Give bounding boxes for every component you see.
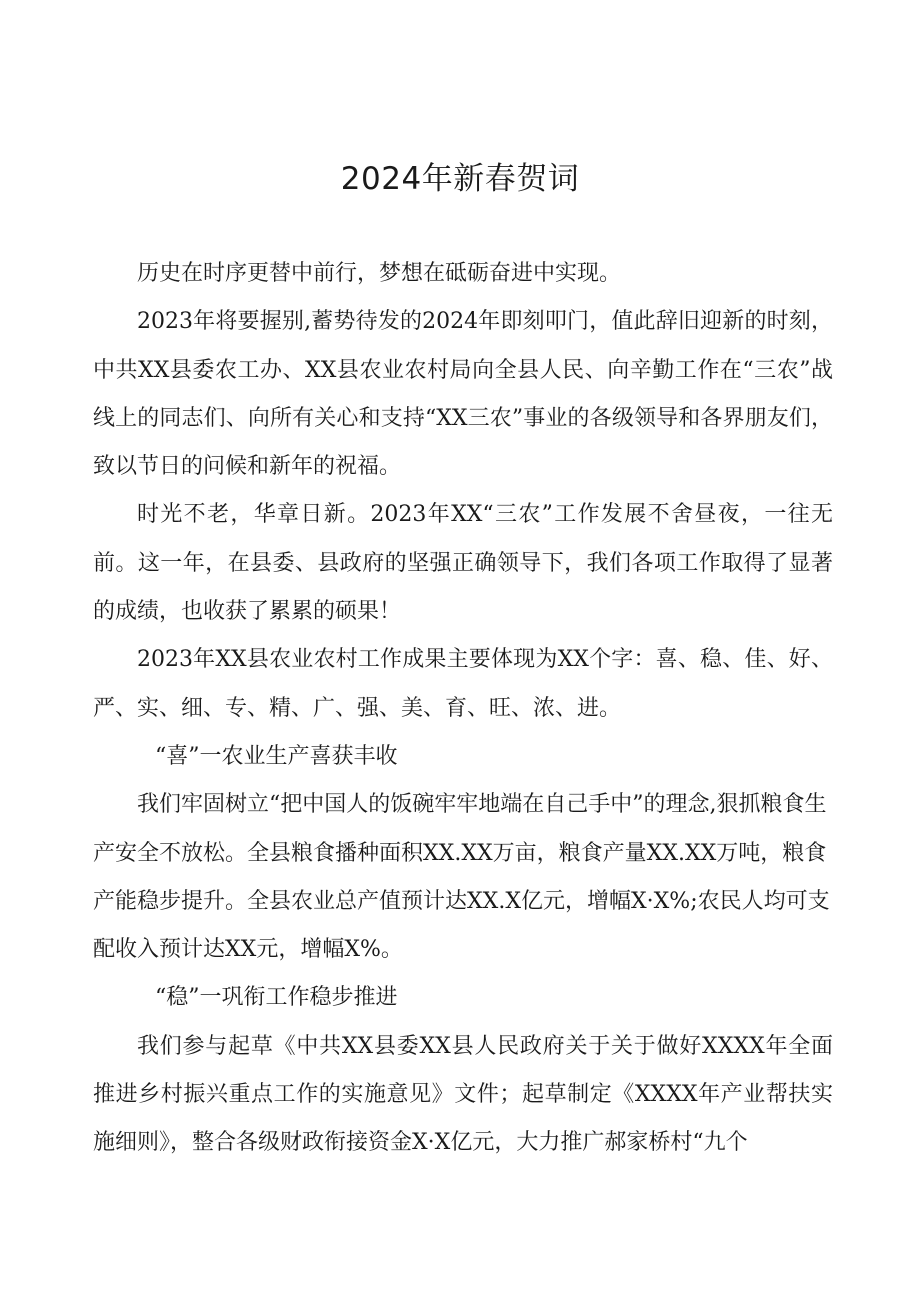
document-title: 2024年新春贺词	[340, 161, 580, 197]
section-heading-wen: “稳”一巩衔工作稳步推进	[155, 985, 398, 1011]
paragraph-summary: 2023年XX县农业农村工作成果主要体现为XX个字：喜、稳、佳、好、严、实、细、专、精、广、强、美、育、旺、浓、进。	[93, 647, 833, 721]
paragraph-greeting: 2023年将要握别,蓄势待发的2024年即刻叩门，值此辞旧迎新的时刻，中共XX县委农工办、XX县农业农村局向全县人民、向辛勤工作在“三农”战线上的同志们、向所有关心和支持“XX三农”事业的各级领导和各界朋友们，致以节日的问候和新年的祝福。	[93, 309, 833, 480]
paragraph-agriculture: 我们牢固树立“把中国人的饭碗牢牢地端在自己手中”的理念,狠抓粮食生产安全不放松。全县粮食播种面积XX.XX万亩，粮食产量XX.XX万吨，粮食产能稳步提升。全县农业总产值预计达XX.X亿元，增幅X·X%;农民人均可支配收入预计达XX元，增幅X%。	[93, 792, 830, 963]
section-heading-xi: “喜”一农业生产喜获丰收	[155, 743, 398, 769]
document-body	[93, 250, 833, 1168]
paragraph-rural-revitalization: 我们参与起草《中共XX县委XX县人民政府关于关于做好XXXX年全面推进乡村振兴重点工作的实施意见》文件；起草制定《XXXX年产业帮扶实施细则》，整合各级财政衔接资金X·X亿元，大力推广郝家桥村“九个	[93, 1033, 833, 1156]
paragraph-review: 时光不老，华章日新。2023年XX“三农”工作发展不舍昼夜，一往无前。这一年，在县委、县政府的坚强正确领导下，我们各项工作取得了显著的成绩，也收获了累累的硕果！	[93, 502, 833, 625]
paragraph-opening: 历史在时序更替中前行，梦想在砥砺奋进中实现。	[137, 261, 622, 286]
